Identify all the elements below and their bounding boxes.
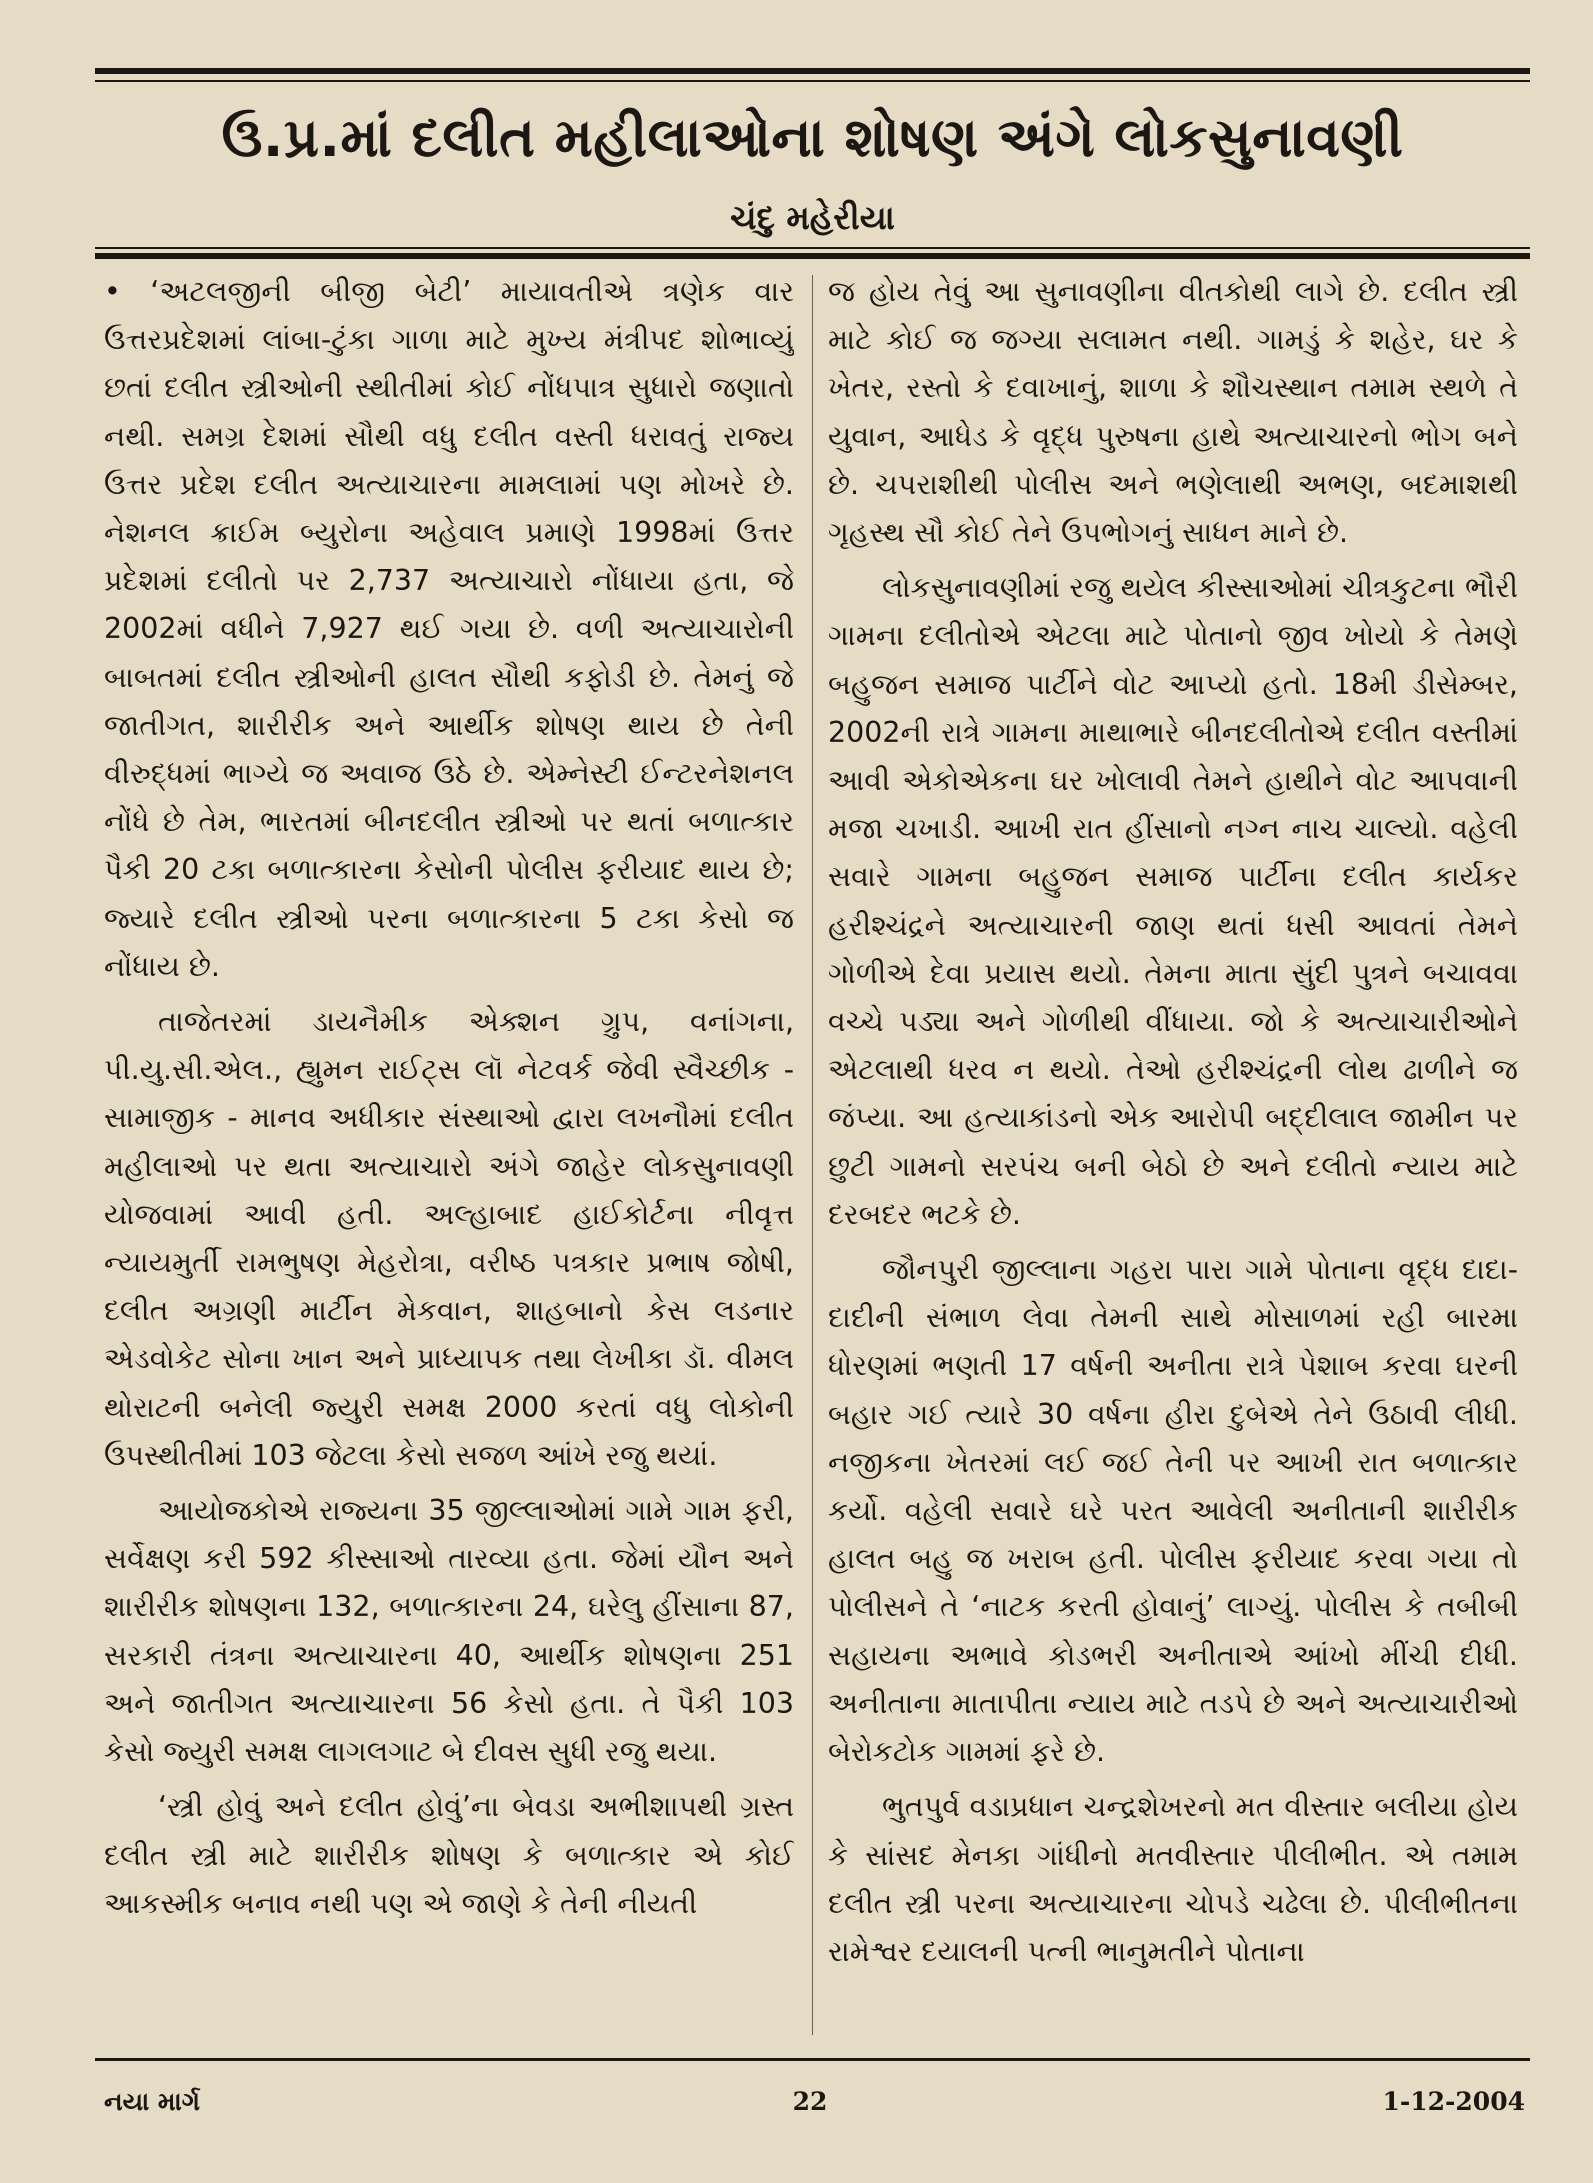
right-paragraph-4: ભુતપુર્વ વડાપ્રધાન ચન્દ્રશેખરનો મત વીસ્તાર બલીયા હોય કે સાંસદ મેનકા ગાંધીનો મતવીસ્તાર પીલીભીત. એ તમામ દલીત સ્ત્રી પરના અત્યાચારના ચોપડે ચઢેલા છે. પીલીભીતના રામેશ્વર દયાલની પત્ની ભાનુમતીને પોતાના bbox=[828, 1790, 1518, 1968]
right-column bbox=[828, 268, 1518, 2043]
footer-magazine-name: નયા માર્ગ bbox=[104, 2087, 200, 2116]
left-paragraph-1: • ‘અટલજીની બીજી બેટી’ માયાવતીએ ત્રણેક વાર ઉત્તરપ્રદેશમાં લાંબા-ટુંકા ગાળા માટે મુખ્ય મંત્રીપદ શોભાવ્યું છતાં દલીત સ્ત્રીઓની સ્થીતીમાં કોઈ નોંધપાત્ર સુધારો જણાતો નથી. સમગ્ર દેશમાં સૌથી વધુ દલીત વસ્તી ધરાવતું રાજ્ય ઉત્તર પ્રદેશ દલીત અત્યાચારના મામલામાં પણ મોખરે છે. નેશનલ ક્રાઈમ બ્યુરોના અહેવાલ પ્રમાણે 1998માં ઉત્તર પ્રદેશમાં દલીતો પર 2,737 અત્યાચારો નોંધાયા હતા, જે 2002માં વધીને 7,927 થઈ ગયા છે. વળી અત્યાચારોની બાબતમાં દલીત સ્ત્રીઓની હાલત સૌથી કફોડી છે. તેમનું જે જાતીગત, શારીરીક અને આર્થીક શોષણ થાય છે તેની વીરુદ્ધમાં ભાગ્યે જ અવાજ ઉઠે છે. એમ્નેસ્ટી ઈન્ટરનેશનલ નોંધે છે તેમ, ભારતમાં બીનદલીત સ્ત્રીઓ પર થતાં બળાત્કાર પૈકી 20 ટકા બળાત્કારના કેસોની પોલીસ ફરીયાદ થાય છે; જ્યારે દલીત સ્ત્રીઓ પરના બળાત્કારના 5 ટકા કેસો જ નોંધાય છે. bbox=[104, 275, 794, 983]
footer-page-number: 22 bbox=[792, 2087, 828, 2116]
article-title: ઉ.પ્ર.માં દલીત મહીલાઓના શોષણ અંગે લોકસુનાવણી bbox=[221, 106, 1404, 169]
left-paragraph-4: ‘સ્ત્રી હોવું અને દલીત હોવું’ના બેવડા અભીશાપથી ગ્રસ્ત દલીત સ્ત્રી માટે શારીરીક શોષણ કે બળાત્કાર એ કોઈ આકસ્મીક બનાવ નથી પણ એ જાણે કે તેની નીયતી bbox=[104, 1790, 794, 1920]
right-paragraph-3: જૌનપુરી જીલ્લાના ગહરા પારા ગામે પોતાના વૃદ્ધ દાદા-દાદીની સંભાળ લેવા તેમની સાથે મોસાળમાં રહી બારમા ધોરણમાં ભણતી 17 વર્ષની અનીતા રાત્રે પેશાબ કરવા ઘરની બહાર ગઈ ત્યારે 30 વર્ષના હીરા દુબેએ તેને ઉઠાવી લીધી. નજીકના ખેતરમાં લઈ જઈ તેની પર આખી રાત બળાત્કાર કર્યો. વહેલી સવારે ઘરે પરત આવેલી અનીતાની શારીરીક હાલત બહુ જ ખરાબ હતી. પોલીસ ફરીયાદ કરવા ગયા તો પોલીસને તે ‘નાટક કરતી હોવાનું’ લાગ્યું. પોલીસ કે તબીબી સહાયના અભાવે કોડભરી અનીતાએ આંખો મીંચી દીધી. અનીતાના માતાપીતા ન્યાય માટે તડપે છે અને અત્યાચારીઓ બેરોકટોક ગામમાં ફરે છે. bbox=[828, 1253, 1518, 1769]
footer-rule bbox=[95, 2058, 1530, 2061]
left-paragraph-3: આયોજકોએ રાજ્યના 35 જીલ્લાઓમાં ગામે ગામ ફરી, સર્વેક્ષણ કરી 592 કીસ્સાઓ તારવ્યા હતા. જેમાં યૌન અને શારીરીક શોષણના 132, બળાત્કારના 24, ઘરેલુ હીંસાના 87, સરકારી તંત્રના અત્યાચારના 40, આર્થીક શોષણના 251 અને જાતીગત અત્યાચારના 56 કેસો હતા. તે પૈકી 103 કેસો જ્યુરી સમક્ષ લાગલગાટ બે દીવસ સુધી રજુ થયા. bbox=[104, 1494, 794, 1769]
header-rule-thick bbox=[95, 253, 1530, 259]
article-author: ચંદુ મહેરીયા bbox=[730, 198, 895, 237]
right-paragraph-1: જ હોય તેવું આ સુનાવણીના વીતકોથી લાગે છે. દલીત સ્ત્રી માટે કોઈ જ જગ્યા સલામત નથી. ગામડું કે શહેર, ઘર કે ખેતર, રસ્તો કે દવાખાનું, શાળા કે શૌચસ્થાન તમામ સ્થળે તે યુવાન, આધેડ કે વૃદ્ધ પુરુષના હાથે અત્યાચારનો ભોગ બને છે. ચપરાશીથી પોલીસ અને ભણેલાથી અભણ, બદમાશથી ગૃહસ્થ સૌ કોઈ તેને ઉપભોગનું સાધન માને છે. bbox=[828, 275, 1518, 550]
left-column bbox=[104, 268, 794, 2043]
footer-date: 1-12-2004 bbox=[1382, 2087, 1525, 2116]
column-divider bbox=[812, 275, 813, 2035]
top-rule-thin bbox=[95, 80, 1530, 82]
top-rule-thick bbox=[95, 68, 1530, 74]
left-paragraph-2: તાજેતરમાં ડાયનૈમીક એક્શન ગ્રુપ, વનાંગના, પી.યુ.સી.એલ., હ્યુમન રાઈટ્સ લૉ નેટવર્ક જેવી સ્વૈચ્છીક - સામાજીક - માનવ અધીકાર સંસ્થાઓ દ્વારા લખનૌમાં દલીત મહીલાઓ પર થતા અત્યાચારો અંગે જાહેર લોકસુનાવણી યોજવામાં આવી હતી. અલ્હાબાદ હાઈકોર્ટના નીવૃત્ત ન્યાયમુર્તી રામભુષણ મેહરોત્રા, વરીષ્ઠ પત્રકાર પ્રભાષ જોષી, દલીત અગ્રણી માર્ટીન મેકવાન, શાહબાનો કેસ લડનાર એડવોકેટ સોના ખાન અને પ્રાધ્યાપક તથા લેખીકા ડૉ. વીમલ થોરાટની બનેલી જ્યુરી સમક્ષ 2000 કરતાં વધુ લોકોની ઉપસ્થીતીમાં 103 જેટલા કેસો સજળ આંખે રજુ થયાં. bbox=[104, 1005, 794, 1472]
right-paragraph-2: લોકસુનાવણીમાં રજુ થયેલ કીસ્સાઓમાં ચીત્રકુટના ભૌરી ગામના દલીતોએ એટલા માટે પોતાનો જીવ ખોયો કે તેમણે બહુજન સમાજ પાર્ટીને વોટ આપ્યો હતો. 18મી ડીસેમ્બર, 2002ની રાત્રે ગામના માથાભારે બીનદલીતોએ દલીત વસ્તીમાં આવી એકોએકના ઘર ખોલાવી તેમને હાથીને વોટ આપવાની મજા ચખાડી. આખી રાત હીંસાનો નગ્ન નાચ ચાલ્યો. વહેલી સવારે ગામના બહુજન સમાજ પાર્ટીના દલીત કાર્યકર હરીશ્ચંદ્રને અત્યાચારની જાણ થતાં ધસી આવતાં તેમને ગોળીએ દેવા પ્રયાસ થયો. તેમના માતા સુંદી પુત્રને બચાવવા વચ્ચે પડ્યા અને ગોળીથી વીંધાયા. જો કે અત્યાચારીઓને એટલાથી ધરવ ન થયો. તેઓ હરીશ્ચંદ્રની લોથ ઢાળીને જ જંપ્યા. આ હત્યાકાંડનો એક આરોપી બદ્દીલાલ જામીન પર છુટી ગામનો સરપંચ બની બેઠો છે અને દલીતો ન્યાય માટે દરબદર ભટકે છે. bbox=[828, 571, 1518, 1231]
header-rule-thin bbox=[95, 247, 1530, 249]
